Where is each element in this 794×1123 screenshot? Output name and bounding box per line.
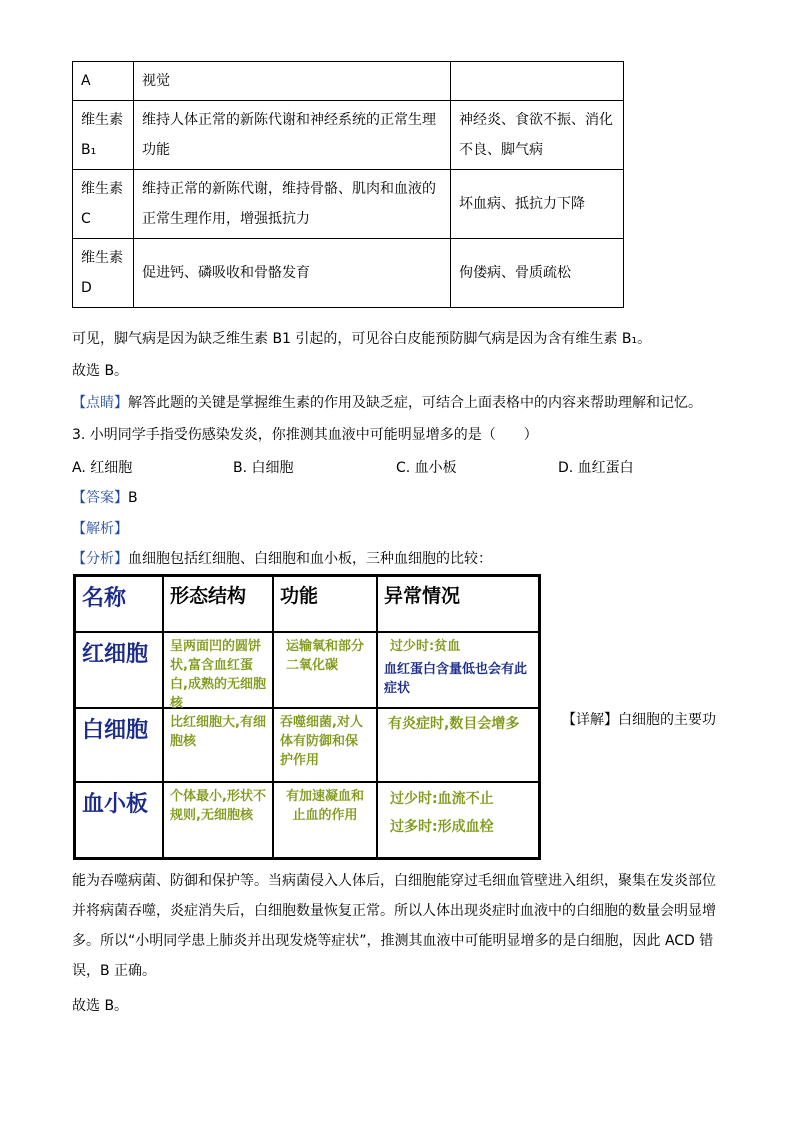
conclusion-text: 可见，脚气病是因为缺乏维生素 B1 引起的，可见谷白皮能预防脚气病是因为含有维生素 B₁。 [72, 331, 652, 347]
blood-cell-table [73, 574, 541, 860]
table-row [73, 62, 624, 101]
analysis-intro-label: 【分析】 [72, 551, 128, 567]
answer-value: B [128, 490, 138, 506]
tip-label: 【点睛】 [72, 395, 128, 411]
white-cell-shape: 比红细胞大,有细胞核 [163, 708, 273, 782]
red-cell-abnormal [377, 632, 539, 708]
tip-paragraph [72, 393, 702, 413]
answer-text: 故选 B。 [72, 363, 129, 379]
answer-text-2: 故选 B。 [72, 998, 129, 1014]
vitamin-function: 促进钙、磷吸收和骨骼发育 [134, 239, 451, 308]
vitamin-name-line1: 维生素 [81, 250, 123, 266]
header-function: 功能 [273, 576, 377, 632]
vitamin-name [73, 170, 134, 239]
vitamin-function: 视觉 [134, 62, 451, 101]
option-d: D. 血红蛋白 [558, 460, 634, 476]
detail-paragraph: 能为吞噬病菌、防御和保护等。当病菌侵入人体后，白细胞能穿过毛细血管壁进入组织，聚集在发炎部位并将病菌吞噬，炎症消失后，白细胞数量恢复正常。所以人体出现炎症时血液中的白细胞的数量会明显增多。所以“小明同学患上肺炎并出现发烧等症状”，推测其血液中可能明显增多的是白细胞，因此 ACD 错误，B 正确。 [72, 873, 716, 979]
analysis-intro [72, 549, 492, 569]
vitamin-name-line1: 维生素 [81, 181, 123, 197]
vitamin-name: A [73, 62, 134, 101]
vitamin-deficiency [451, 62, 624, 101]
white-cell-function: 吞噬细菌,对人体有防御和保护作用 [273, 708, 377, 782]
red-cell-shape: 呈两面凹的圆饼状,富含血红蛋白,成熟的无细胞核 [163, 632, 273, 708]
answer-label: 【答案】 [72, 490, 128, 506]
header-abnormal: 异常情况 [377, 576, 539, 632]
option-c: C. 血小板 [396, 460, 457, 476]
option-b: B. 白细胞 [233, 460, 294, 476]
analysis-intro-text: 血细胞包括红细胞、白细胞和血小板，三种血细胞的比较： [128, 551, 492, 567]
vitamin-deficiency: 佝偻病、骨质疏松 [451, 239, 624, 308]
header-name: 名称 [75, 576, 163, 632]
platelet-abnormal-1: 过少时:血流不止 [390, 791, 494, 807]
vitamin-name-line1: 维生素 [81, 112, 123, 128]
answer-line [72, 488, 138, 508]
tip-text: 解答此题的关键是掌握维生素的作用及缺乏症，可结合上面表格中的内容来帮助理解和记忆。 [128, 395, 702, 411]
platelet-abnormal-2: 过多时:形成血栓 [390, 819, 494, 835]
vitamin-function: 维持正常的新陈代谢，维持骨骼、肌肉和血液的正常生理作用，增强抵抗力 [134, 170, 451, 239]
white-cell-abnormal: 有炎症时,数目会增多 [377, 708, 539, 782]
red-abnormal-1: 过少时:贫血 [390, 639, 461, 654]
header-shape: 形态结构 [163, 576, 273, 632]
vitamin-deficiency: 神经炎、食欲不振、消化不良、脚气病 [451, 101, 624, 170]
white-cell-name: 白细胞 [75, 708, 163, 782]
option-a: A. 红细胞 [72, 460, 133, 476]
analysis-label: 【解析】 [72, 521, 128, 537]
table-row [73, 170, 624, 239]
platelet-abnormal [377, 782, 539, 858]
vitamin-name-line2: D [81, 280, 92, 296]
vitamin-name [73, 101, 134, 170]
platelet-name: 血小板 [75, 782, 163, 858]
red-cell-name: 红细胞 [75, 632, 163, 708]
red-abnormal-2: 血红蛋白含量低也会有此症状 [384, 662, 528, 696]
detail-side-text: 【详解】白细胞的主要功 [562, 712, 716, 728]
vitamin-name-line2: B₁ [81, 142, 97, 158]
vitamin-function: 维持人体正常的新陈代谢和神经系统的正常生理功能 [134, 101, 451, 170]
table-row [73, 101, 624, 170]
vitamin-name [73, 239, 134, 308]
platelet-function: 有加速凝血和止血的作用 [273, 782, 377, 858]
platelet-shape: 个体最小,形状不规则,无细胞核 [163, 782, 273, 858]
question-text: 3. 小明同学手指受伤感染发炎，你推测其血液中可能明显增多的是（ ） [72, 427, 538, 443]
vitamin-deficiency: 坏血病、抵抗力下降 [451, 170, 624, 239]
vitamin-table [72, 61, 624, 308]
red-cell-function: 运输氧和部分二氧化碳 [273, 632, 377, 708]
vitamin-name-line2: C [81, 211, 91, 227]
table-row [73, 239, 624, 308]
